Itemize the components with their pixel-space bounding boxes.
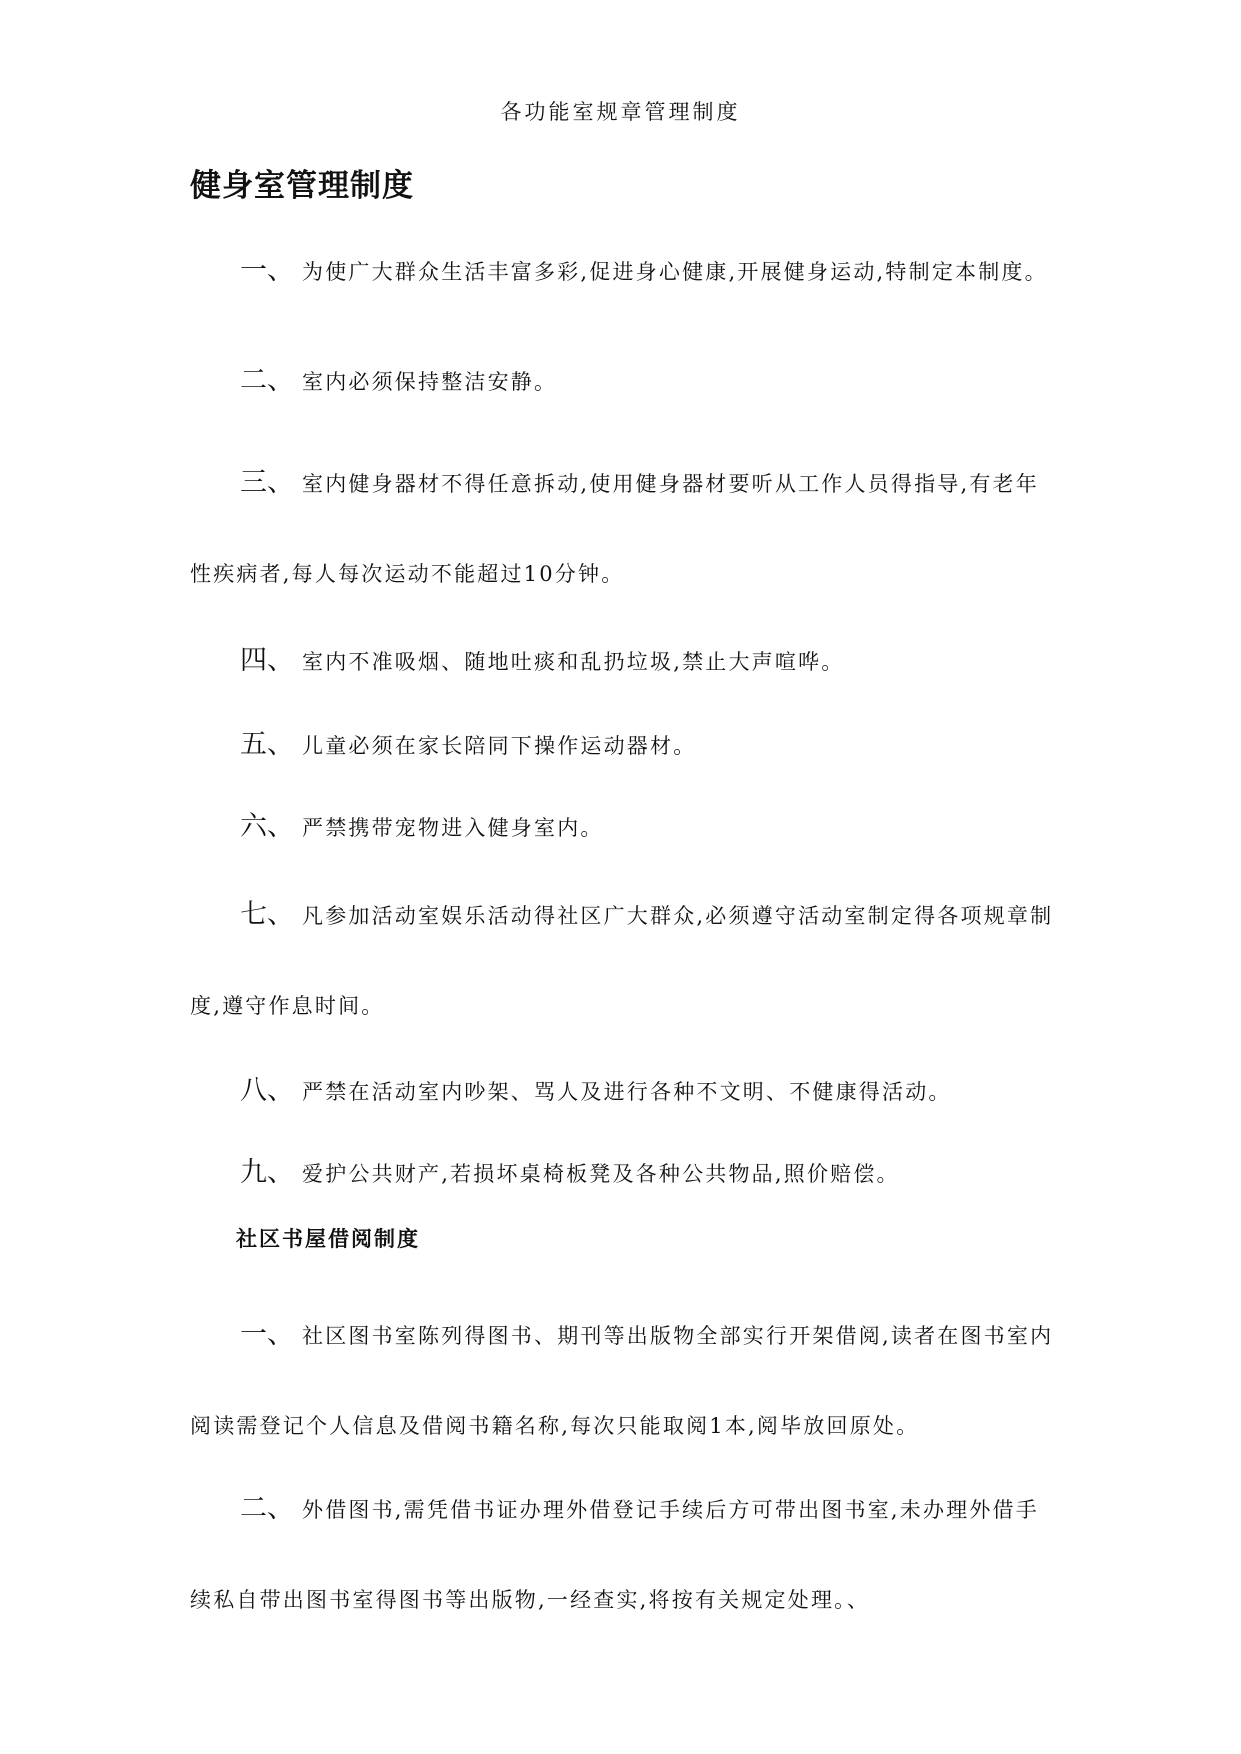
rule-number: 一、 <box>240 255 294 286</box>
rule-text: 室内不准吸烟、随地吐痰和乱扔垃圾,禁止大声喧哗。 <box>302 650 845 674</box>
rule-number: 四、 <box>240 645 294 676</box>
rule-text: 爱护公共财产,若损坏桌椅板凳及各种公共物品,照价赔偿。 <box>302 1162 900 1186</box>
gym-rule-5 <box>190 700 1060 791</box>
rule-text: 凡参加活动室娱乐活动得社区广大群众,必须遵守活动室制定得各项规章制度,遵守作息时间。 <box>190 904 1054 1018</box>
rule-number: 八、 <box>240 1075 294 1106</box>
gym-rule-2 <box>190 336 1060 427</box>
rule-text: 严禁在活动室内吵架、骂人及进行各种不文明、不健康得活动。 <box>302 1080 952 1104</box>
rule-number: 九、 <box>240 1157 294 1188</box>
rule-text: 严禁携带宠物进入健身室内。 <box>302 816 604 840</box>
gym-rule-3 <box>190 438 1060 619</box>
rule-text: 外借图书,需凭借书证办理外借登记手续后方可带出图书室,未办理外借手续私自带出图书室得图书等出版物,一经查实,将按有关规定处理。、 <box>190 1498 1039 1612</box>
rule-text: 室内健身器材不得任意拆动,使用健身器材要听从工作人员得指导,有老年性疾病者,每人每次运动不能超过10分钟。 <box>190 472 1039 586</box>
gym-rule-1 <box>190 226 1060 317</box>
rule-number: 一、 <box>240 1319 294 1350</box>
section-title-gym: 健身室管理制度 <box>190 168 414 204</box>
gym-rule-4 <box>190 616 1060 707</box>
rule-number: 二、 <box>240 1493 294 1524</box>
gym-rule-6 <box>190 782 1060 873</box>
rule-number: 六、 <box>240 811 294 842</box>
rule-number: 七、 <box>240 899 294 930</box>
library-rule-1 <box>190 1290 1060 1471</box>
rule-number: 五、 <box>240 729 294 760</box>
gym-rule-8 <box>190 1046 1060 1137</box>
rule-text: 社区图书室陈列得图书、期刊等出版物全部实行开架借阅,读者在图书室内阅读需登记个人信息及借阅书籍名称,每次只能取阅1本,阅毕放回原处。 <box>190 1324 1054 1438</box>
rule-number: 三、 <box>240 467 294 498</box>
running-header: 各功能室规章管理制度 <box>500 100 741 124</box>
rule-text: 为使广大群众生活丰富多彩,促进身心健康,开展健身运动,特制定本制度。 <box>302 260 1048 284</box>
section-title-library: 社区书屋借阅制度 <box>236 1227 420 1251</box>
library-rule-2 <box>190 1464 1060 1645</box>
rule-text: 儿童必须在家长陪同下操作运动器材。 <box>302 734 697 758</box>
rule-number: 二、 <box>240 365 294 396</box>
rule-text: 室内必须保持整洁安静。 <box>302 370 558 394</box>
gym-rule-7 <box>190 870 1060 1051</box>
gym-rule-9 <box>190 1128 1060 1219</box>
